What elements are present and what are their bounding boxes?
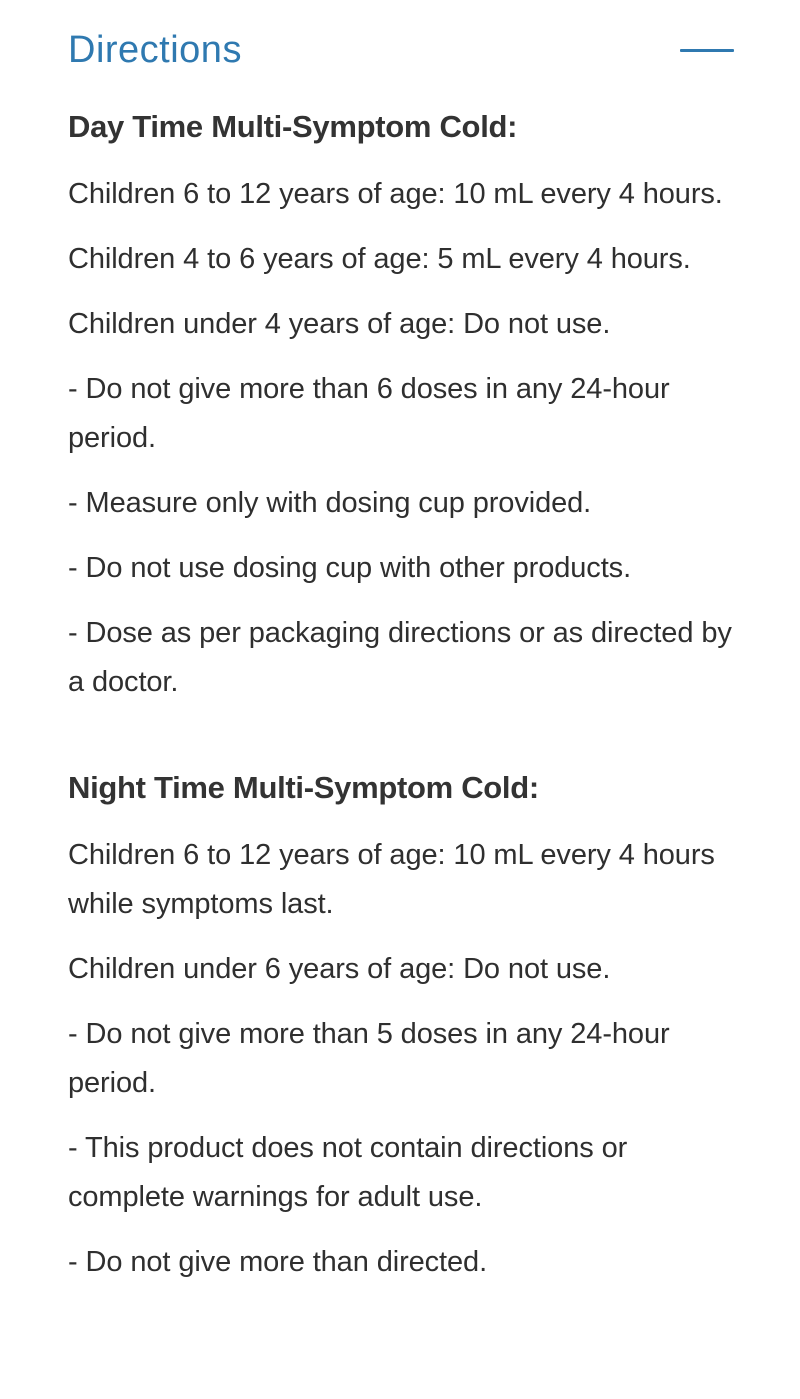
minus-icon [680,49,734,52]
day-time-line: - Do not give more than 6 doses in any 24-hour period. [68,373,670,454]
day-time-line: - Measure only with dosing cup provided. [68,487,592,519]
directions-accordion-header[interactable] [68,22,732,78]
night-time-line: - Do not give more than 5 doses in any 24-hour period. [68,1018,670,1099]
night-time-line: Children 6 to 12 years of age: 10 mL every 4 hours while symptoms last. [68,839,715,920]
collapse-button[interactable] [680,30,734,70]
day-time-line: Children 4 to 6 years of age: 5 mL every 4 hours. [68,243,691,275]
night-time-heading: Night Time Multi-Symptom Cold: [68,770,539,805]
night-time-list [68,831,732,1287]
day-time-heading: Day Time Multi-Symptom Cold: [68,109,518,144]
night-time-line: - This product does not contain directions or complete warnings for adult use. [68,1132,628,1213]
section-title: Directions [68,29,242,71]
day-time-line: - Dose as per packaging directions or as directed by a doctor. [68,617,732,698]
day-time-list [68,170,732,707]
night-time-line: Children under 6 years of age: Do not use. [68,953,611,985]
directions-content [68,100,732,1287]
day-time-line: - Do not use dosing cup with other products. [68,552,632,584]
day-time-line: Children under 4 years of age: Do not use. [68,308,611,340]
night-time-line: - Do not give more than directed. [68,1246,488,1278]
day-time-line: Children 6 to 12 years of age: 10 mL every 4 hours. [68,178,723,210]
